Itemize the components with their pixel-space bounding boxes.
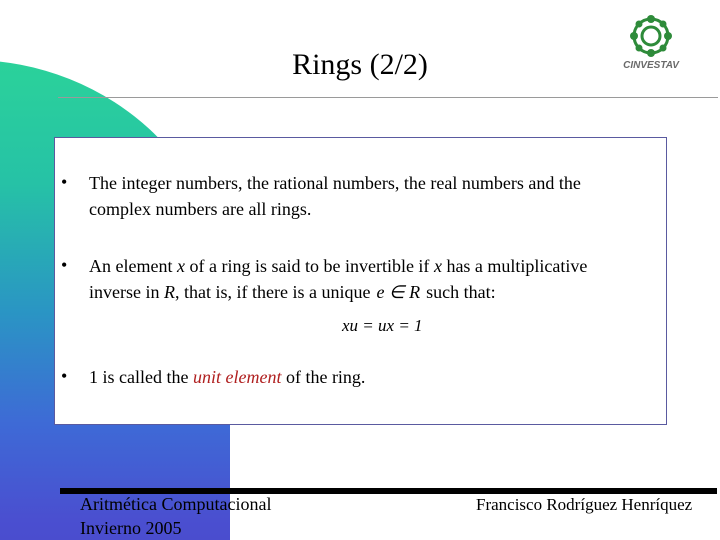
bullet-invertible [89, 253, 655, 305]
bullet-line [89, 364, 655, 390]
variable-r: R [163, 282, 175, 302]
bullet-line: complex numbers are all rings. [89, 199, 312, 219]
bullet-line [89, 253, 655, 279]
footer-author: Francisco Rodríguez Henríquez [476, 495, 693, 514]
variable-x: x [433, 256, 442, 276]
text-run: of a ring is said to be invertible if [184, 256, 434, 276]
bullet-rings-examples [89, 170, 655, 222]
text-run: , that is, if there is a unique [174, 282, 371, 302]
text-run: such that: [426, 282, 496, 302]
logo-emblem-icon [612, 14, 690, 62]
bullet-marker: • [61, 172, 68, 192]
bullet-marker: • [61, 255, 68, 275]
slide-title: Rings (2/2) [292, 48, 428, 81]
logo-text: CINVESTAV [623, 60, 679, 71]
text-run: has a multiplicative [441, 256, 588, 276]
cinvestav-logo [612, 14, 690, 74]
equation: xu = ux = 1 [342, 316, 423, 335]
title-divider [58, 97, 718, 98]
text-run: An element [89, 256, 177, 276]
bullet-marker: • [61, 366, 68, 386]
emphasis-term: unit element [192, 367, 282, 387]
footer-course: Aritmética Computacional [80, 494, 272, 514]
footer-term: Invierno 2005 [80, 518, 182, 538]
bullet-unit-element [89, 364, 655, 390]
content-box [54, 137, 667, 425]
text-run: 1 is called the [89, 367, 193, 387]
formula-e-in-r: e ∈ R [376, 282, 421, 302]
bullet-line [89, 279, 655, 305]
text-run: of the ring. [281, 367, 366, 387]
bullet-line: The integer numbers, the rational numbers, the real numbers and the [89, 173, 581, 193]
text-run: inverse in [89, 282, 164, 302]
variable-x: x [176, 256, 185, 276]
